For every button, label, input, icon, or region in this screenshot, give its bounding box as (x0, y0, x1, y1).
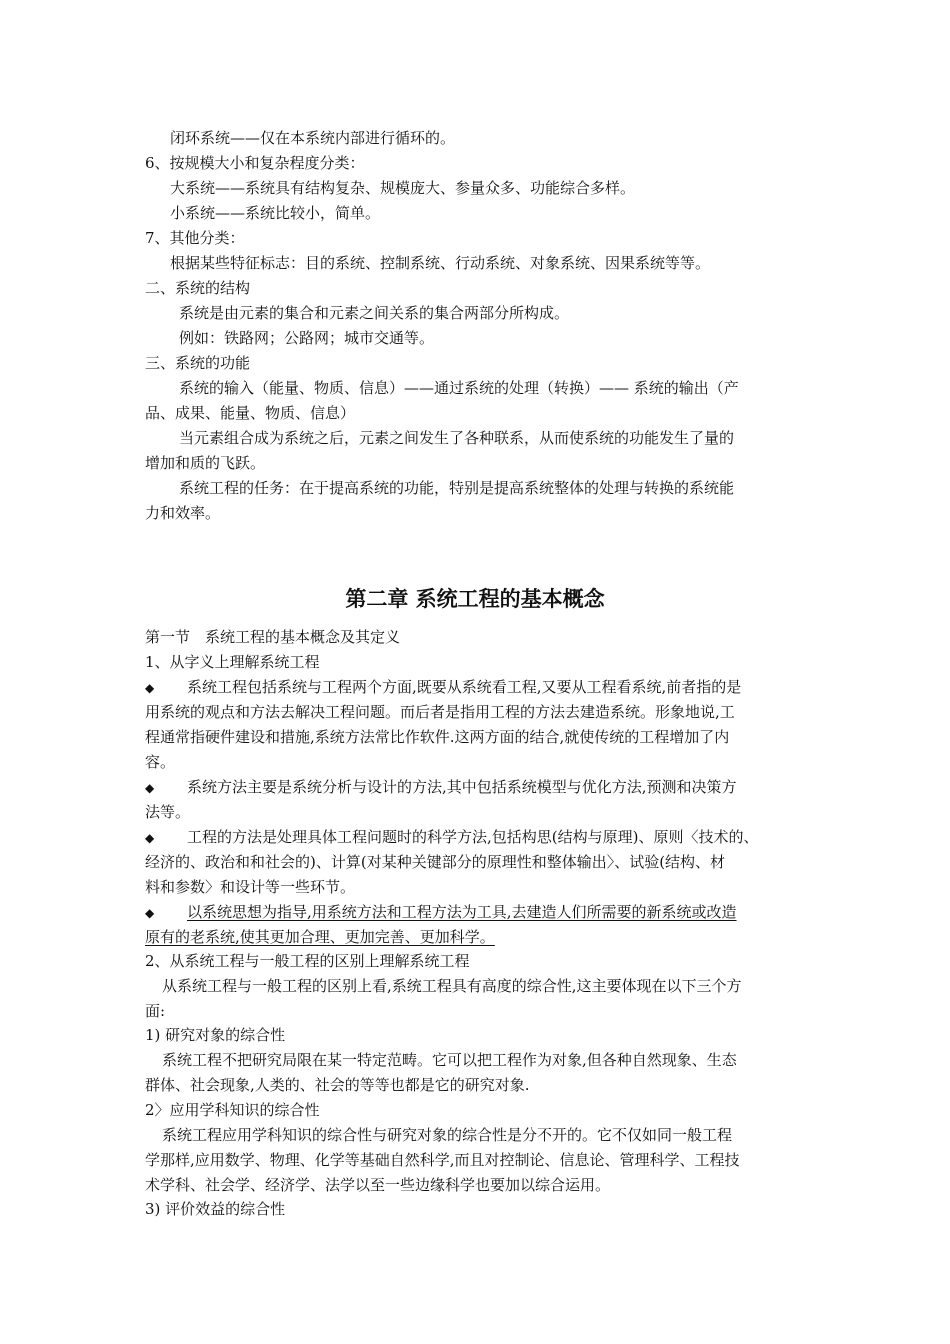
text-line: 增加和质的飞跃。 (145, 454, 266, 472)
text-line: 例如：铁路网；公路网；城市交通等。 (179, 329, 435, 347)
text-line: 面: (145, 1002, 166, 1020)
chapter-title: 第二章 系统工程的基本概念 (345, 587, 605, 611)
bullet-line (145, 775, 737, 800)
section-heading: 6、按规模大小和复杂程度分类： (145, 154, 365, 172)
text-line: 力和效率。 (145, 504, 221, 522)
bullet-line (145, 900, 737, 925)
text-line: 系统是由元素的集合和元素之间关系的集合两部分所构成。 (179, 304, 570, 322)
section-heading: 2、从系统工程与一般工程的区别上理解系统工程 (145, 952, 470, 970)
section-heading: 1) 研究对象的综合性 (145, 1026, 286, 1044)
section-heading: 二、系统的结构 (145, 279, 251, 297)
text-line: 法等。 (145, 803, 191, 821)
text-line: 小系统——系统比较小，简单。 (170, 204, 381, 222)
text-line: 品、成果、能量、物质、信息） (145, 404, 356, 422)
section-heading: 7、其他分类： (145, 229, 245, 247)
text-line: 术学科、社会学、经济学、法学以至一些边缘科学也要加以综合运用。 (145, 1176, 611, 1194)
text-line: 从系统工程与一般工程的区别上看,系统工程具有高度的综合性,这主要体现在以下三个方 (162, 977, 742, 995)
section-heading: 三、系统的功能 (145, 354, 251, 372)
text-line: 当元素组合成为系统之后，元素之间发生了各种联系，从而使系统的功能发生了量的 (179, 429, 735, 447)
text-line: 经济的、政治和和社会的)、计算(对某种关键部分的原理性和整体输出〉、试验(结构、材 (145, 853, 726, 871)
section-heading: 第一节 系统工程的基本概念及其定义 (145, 628, 401, 646)
section-heading: 2〉应用学科知识的综合性 (145, 1101, 320, 1119)
text-line: 系统的输入（能量、物质、信息）——通过系统的处理（转换）—— 系统的输出（产 (179, 379, 739, 397)
text-line: 容。 (145, 753, 176, 771)
bullet-icon: ◆ (145, 781, 155, 795)
text-line: 料和参数〉和设计等一些环节。 (145, 878, 356, 896)
section-heading: 1、从字义上理解系统工程 (145, 653, 320, 671)
bullet-icon: ◆ (145, 831, 155, 845)
text-line: 系统工程的任务：在于提高系统的功能，特别是提高系统整体的处理与转换的系统能 (179, 479, 735, 497)
underlined-text-line: 以系统思想为指导,用系统方法和工程方法为工具,去建造人们所需要的新系统或改造 (187, 903, 737, 921)
underlined-text-line: 原有的老系统,使其更加合理、更加完善、更加科学。 (145, 928, 495, 946)
text-line: 程通常指硬件建设和措施,系统方法常比作软件.这两方面的结合,就使传统的工程增加了内 (145, 728, 730, 746)
bullet-icon: ◆ (145, 906, 155, 920)
text-line: 根据某些特征标志：目的系统、控制系统、行动系统、对象系统、因果系统等等。 (170, 254, 711, 272)
text-line: 闭环系统——仅在本系统内部进行循环的。 (170, 129, 456, 147)
bullet-icon: ◆ (145, 681, 155, 695)
text-line: 大系统——系统具有结构复杂、规模庞大、参量众多、功能综合多样。 (170, 179, 636, 197)
bullet-line (145, 675, 741, 700)
text-line: 系统方法主要是系统分析与设计的方法,其中包括系统模型与优化方法,预测和决策方 (187, 778, 737, 796)
text-line: 系统工程应用学科知识的综合性与研究对象的综合性是分不开的。它不仅如同一般工程 (162, 1126, 733, 1144)
text-line: 群体、社会现象,人类的、社会的等等也都是它的研究对象. (145, 1076, 530, 1094)
text-line: 系统工程不把研究局限在某一特定范畴。它可以把工程作为对象,但各种自然现象、生态 (162, 1051, 737, 1069)
text-line: 学那样,应用数学、物理、化学等基础自然科学,而且对控制论、信息论、管理科学、工程技 (145, 1151, 740, 1169)
bullet-line (145, 825, 758, 850)
text-line: 工程的方法是处理具体工程问题时的科学方法,包括构思(结构与原理)、原则〈技术的、 (187, 828, 759, 846)
section-heading: 3) 评价效益的综合性 (145, 1200, 286, 1218)
text-line: 用系统的观点和方法去解决工程问题。而后者是指用工程的方法去建造系统。形象地说,工 (145, 703, 735, 721)
text-line: 系统工程包括系统与工程两个方面,既要从系统看工程,又要从工程看系统,前者指的是 (187, 678, 742, 696)
